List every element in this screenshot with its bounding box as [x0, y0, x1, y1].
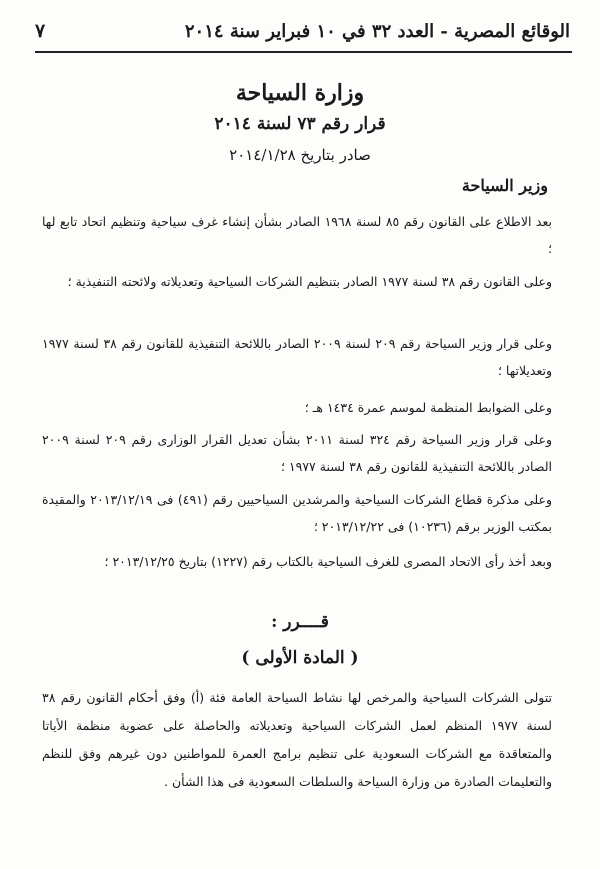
issued-date: صادر بتاريخ ٢٠١٤/١/٢٨ [229, 146, 371, 164]
preamble-paragraph: وعلى القانون رقم ٣٨ لسنة ١٩٧٧ الصادر بتنظيم الشركات السياحية وتعديلاته ولائحته التنفيذية ؛ [67, 274, 552, 289]
preamble-paragraph: بعد الاطلاع على القانون رقم ٨٥ لسنة ١٩٦٨ الصادر بشأن إنشاء غرف سياحية وتنظيم اتحاد تابع لها ؛ [42, 214, 552, 256]
preamble-paragraph: وبعد أخذ رأى الاتحاد المصرى للغرف السياحية بالكتاب رقم (١٢٢٧) بتاريخ ٢٠١٣/١٢/٢٥ ؛ [104, 554, 552, 569]
preamble-paragraph: وعلى الضوابط المنظمة لموسم عمرة ١٤٣٤ هـ ؛ [304, 400, 552, 415]
gazette-title: الوقائع المصرية - العدد ٣٢ في ١٠ فبراير سنة ٢٠١٤ [184, 21, 570, 42]
header-divider [35, 51, 572, 53]
preamble-paragraph: وعلى قرار وزير السياحة رقم ٢٠٩ لسنة ٢٠٠٩ الصادر باللائحة التنفيذية للقانون رقم ٣٨ لسنة ١٩٧٧ وتعديلاتها ؛ [42, 336, 552, 378]
minister-heading: وزير السياحة [461, 176, 548, 195]
page-header [35, 20, 570, 46]
preamble-paragraph: وعلى مذكرة قطاع الشركات السياحية والمرشدين السياحيين رقم (٤٩١) فى ٢٠١٣/١٢/١٩ والمقيدة بمكتب الوزير برقم (١٠٢٣٦) فى ٢٠١٣/١٢/٢٢ ؛ [42, 492, 553, 534]
page-number: ٧ [35, 20, 46, 42]
decision-heading: قــــرر : [271, 612, 329, 632]
decree-title: قرار رقم ٧٣ لسنة ٢٠١٤ [214, 114, 386, 134]
preamble-paragraph: وعلى قرار وزير السياحة رقم ٣٢٤ لسنة ٢٠١١ بشأن تعديل القرار الوزارى رقم ٢٠٩ لسنة ٢٠٠٩ الصادر باللائحة التنفيذية للقانون رقم ٣٨ لسنة ١٩٧٧ ؛ [42, 432, 553, 474]
article-heading: ( المادة الأولى ) [241, 648, 359, 668]
ministry-name: وزارة السياحة [235, 80, 365, 106]
article-body: تتولى الشركات السياحية والمرخص لها نشاط السياحة العامة فئة (أ) وفق أحكام القانون رقم ٣٨ لسنة ١٩٧٧ المنظم لعمل الشركات السياحية وتعديلاته والحاصلة على عضوية منظمة الأياتا والمتعاقدة مع الشركات السعودية على تنظيم برامج العمرة للمواطنين دون غيرهم وفق للنظم والتعليمات الصادرة من وزارة السياحة والسلطات السعودية فى هذا الشأن . [42, 690, 552, 789]
